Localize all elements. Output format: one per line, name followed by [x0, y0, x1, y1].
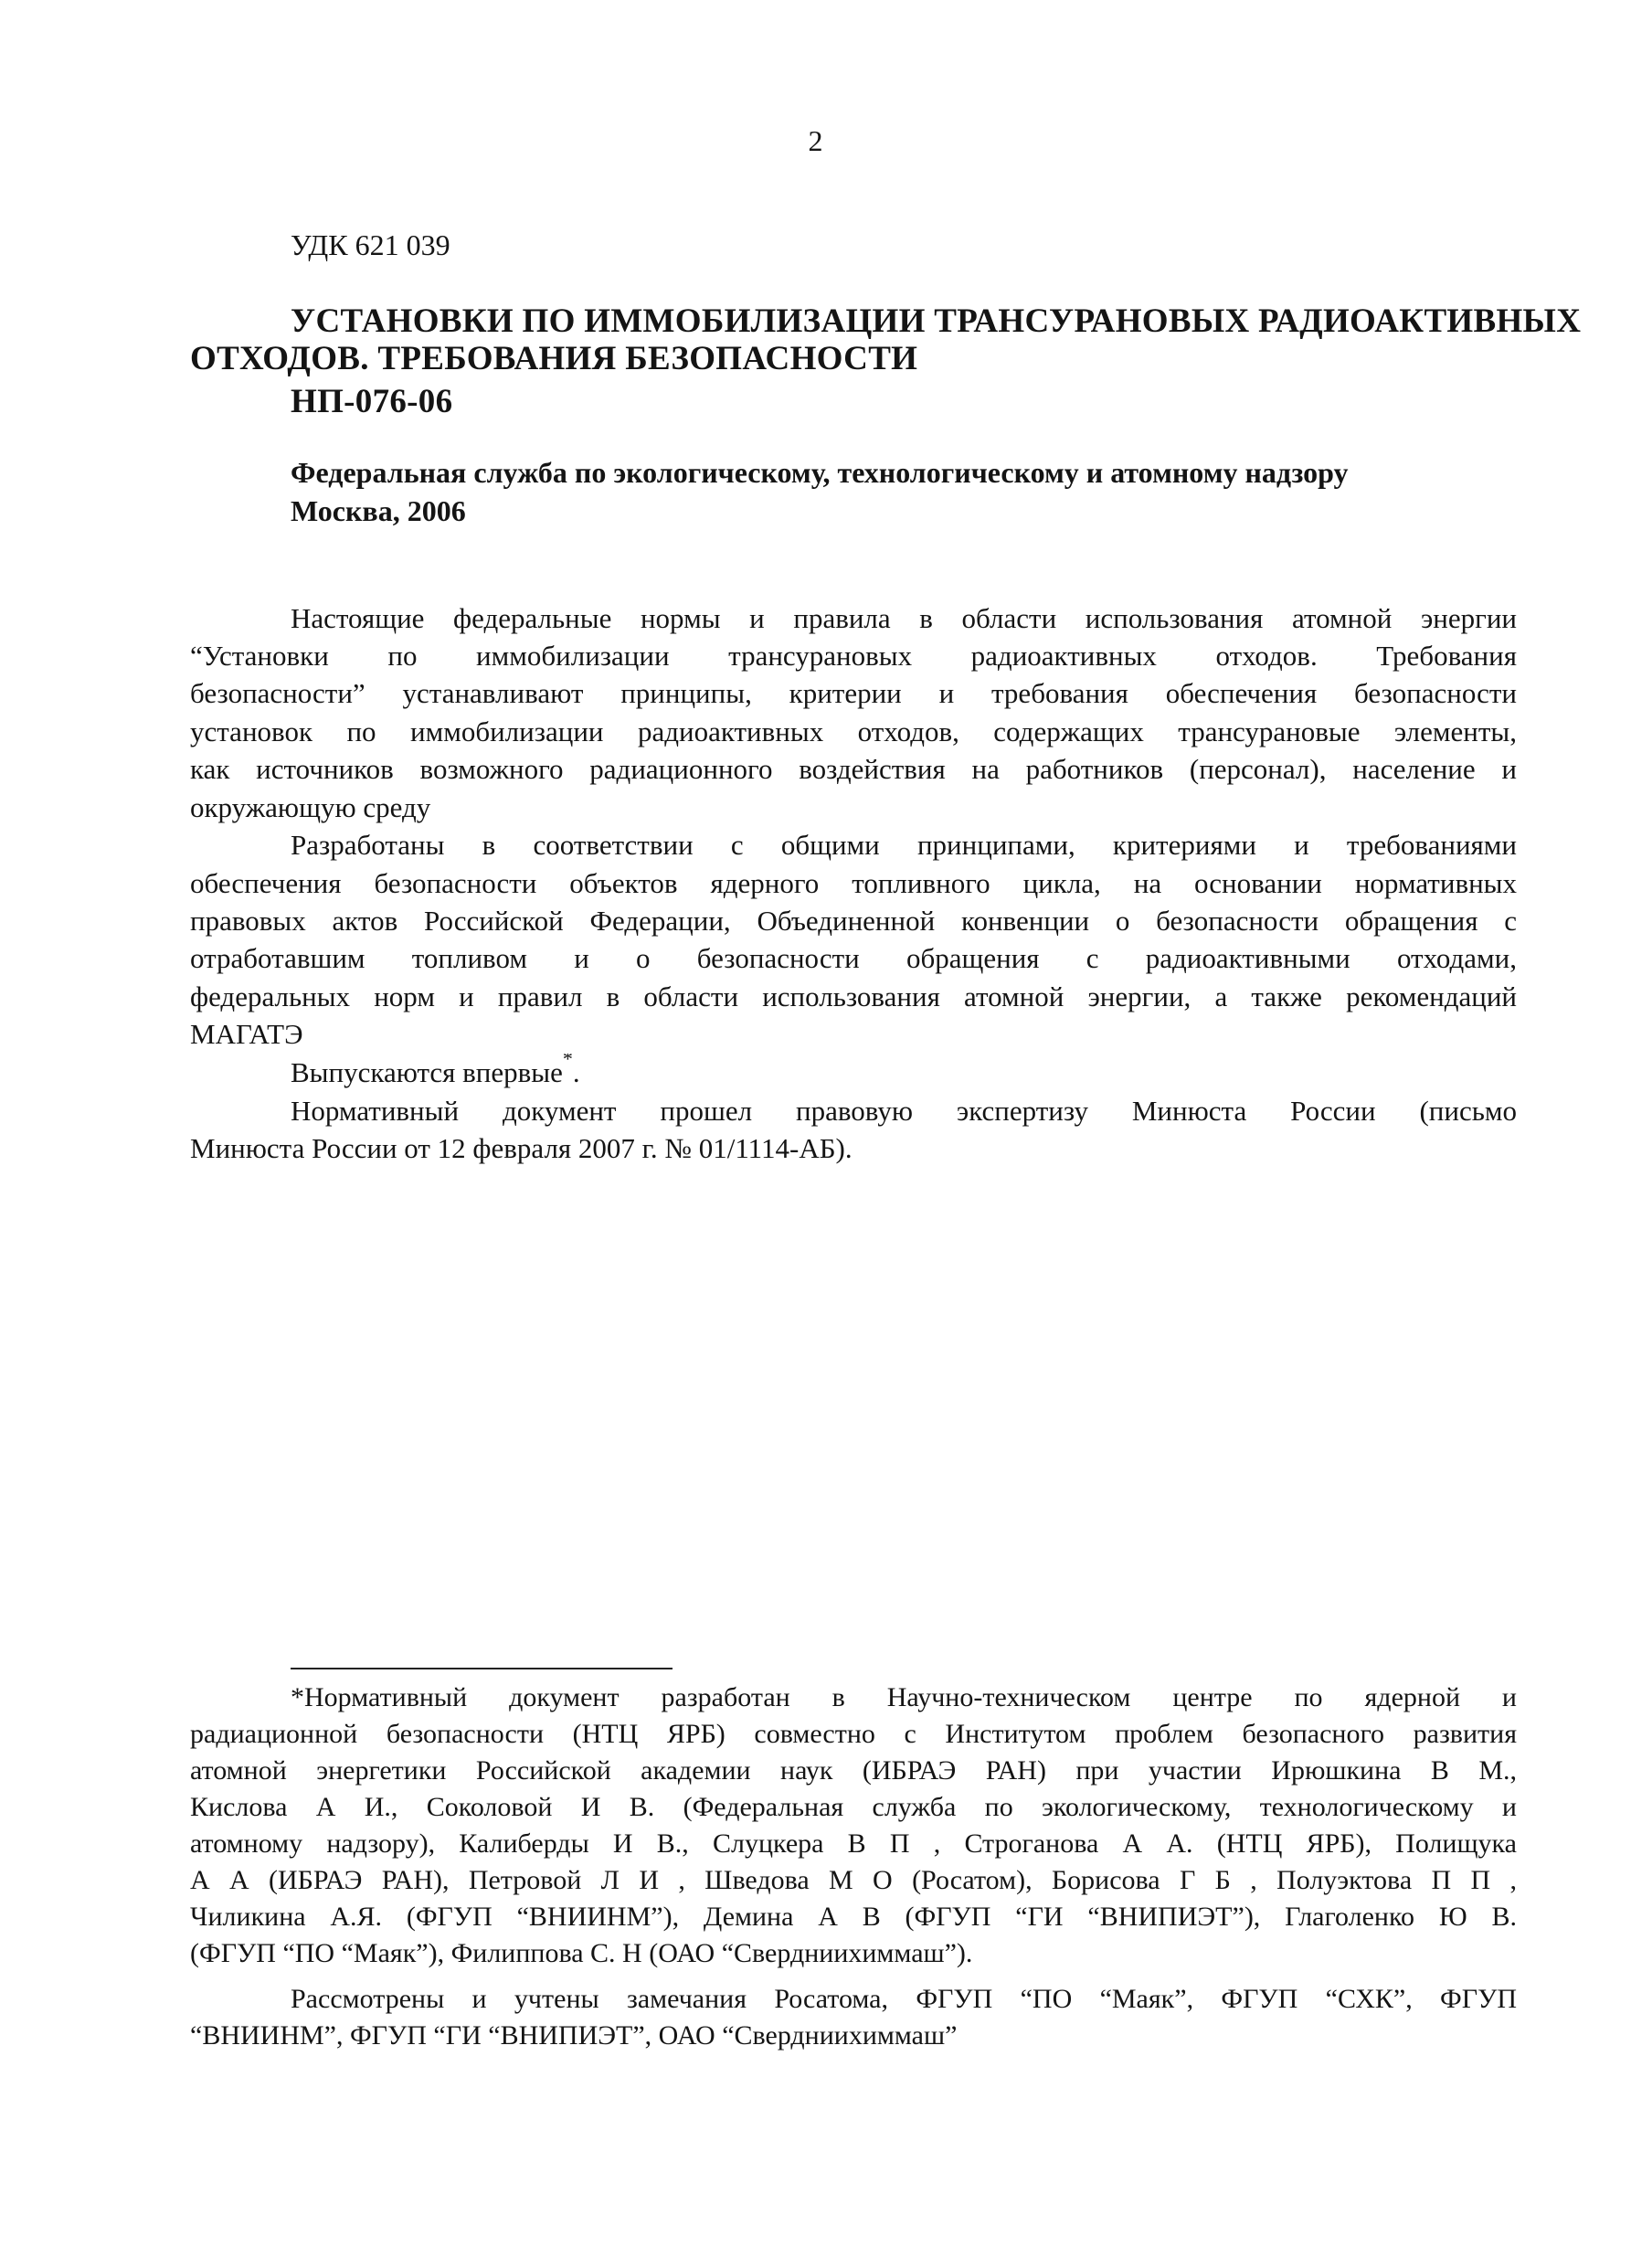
text-line: установок по иммобилизации радиоактивных отходов, содержащих трансурановые элементы,: [190, 715, 1517, 747]
text-line: как источников возможного радиационного воздействия на работников (персонал), население и: [190, 753, 1517, 785]
footnote-marker: *: [562, 1054, 573, 1070]
document-title-line-2: ОТХОДОВ. ТРЕБОВАНИЯ БЕЗОПАСНОСТИ: [190, 340, 918, 377]
text-line: окружающую среду: [190, 791, 431, 823]
text-line: (ФГУП “ПО “Маяк”), Филиппова С. Н (ОАО “Свердниихиммаш”).: [190, 1938, 973, 1968]
text-line: *Нормативный документ разработан в Научно-техническом центре по ядерной и: [291, 1682, 1517, 1712]
text-line: правовых актов Российской Федерации, Объединенной конвенции о безопасности обращения с: [190, 905, 1517, 937]
text-line: Минюста России от 12 февраля 2007 г. № 01/1114-АБ).: [190, 1132, 853, 1164]
text-line: радиационной безопасности (НТЦ ЯРБ) совместно с Институтом проблем безопасного развития: [190, 1719, 1517, 1749]
agency-city-year: Москва, 2006: [291, 494, 466, 527]
text-line: Нормативный документ прошел правовую экспертизу Минюста России (письмо: [291, 1095, 1517, 1127]
text-line: федеральных норм и правил в области использования атомной энергии, а также рекомендаций: [190, 980, 1517, 1012]
agency-name: Федеральная служба по экологическому, технологическому и атомному надзору: [291, 456, 1349, 489]
text-line: атомному надзору), Калиберды И В., Слуцкера В П , Строганова А А. (НТЦ ЯРБ), Полищука: [190, 1828, 1517, 1859]
text-line: “ВНИИНМ”, ФГУП “ГИ “ВНИПИЭТ”, ОАО “Свердниихиммаш”: [190, 2020, 958, 2051]
text-line: отработавшим топливом и о безопасности обращения с радиоактивными отходами,: [190, 942, 1517, 974]
first-issue-text: Выпускаются впервые: [291, 1056, 563, 1088]
document-code: НП-076-06: [291, 383, 453, 420]
text-line: Разработаны в соответствии с общими принципами, критериями и требованиями: [291, 829, 1517, 861]
text-line: обеспечения безопасности объектов ядерного топливного цикла, на основании нормативных: [190, 867, 1517, 899]
text-line: Настоящие федеральные нормы и правила в области использования атомной энергии: [291, 602, 1517, 634]
text-line: “Установки по иммобилизации трансурановых радиоактивных отходов. Требования: [190, 640, 1517, 672]
page-number: 2: [808, 124, 823, 157]
text-line: Рассмотрены и учтены замечания Росатома, ФГУП “ПО “Маяк”, ФГУП “СХК”, ФГУП: [291, 1984, 1517, 2014]
text-line: атомной энергетики Российской академии наук (ИБРАЭ РАН) при участии Ирюшкина В М.,: [190, 1755, 1517, 1786]
text-line: А А (ИБРАЭ РАН), Петровой Л И , Шведова М О (Росатом), Борисова Г Б , Полуэктова П П ,: [190, 1865, 1517, 1895]
document-title-line-1: УСТАНОВКИ ПО ИММОБИЛИЗАЦИИ ТРАНСУРАНОВЫХ РАДИОАКТИВНЫХ: [291, 302, 1582, 340]
sentence-end: .: [572, 1056, 580, 1088]
intro-paragraph-3: [291, 1054, 1517, 1095]
udk-code: УДК 621 039: [291, 228, 450, 261]
text-line: безопасности” устанавливают принципы, критерии и требования обеспечения безопасности: [190, 677, 1517, 709]
text-line: МАГАТЭ: [190, 1018, 303, 1050]
text-line: Кислова А И., Соколовой И В. (Федеральная служба по экологическому, технологическому и: [190, 1792, 1517, 1822]
text-line: Чиликина А.Я. (ФГУП “ВНИИНМ”), Демина А В (ФГУП “ГИ “ВНИПИЭТ”), Глаголенко Ю В.: [190, 1902, 1517, 1932]
footnote-separator: [291, 1668, 673, 1669]
